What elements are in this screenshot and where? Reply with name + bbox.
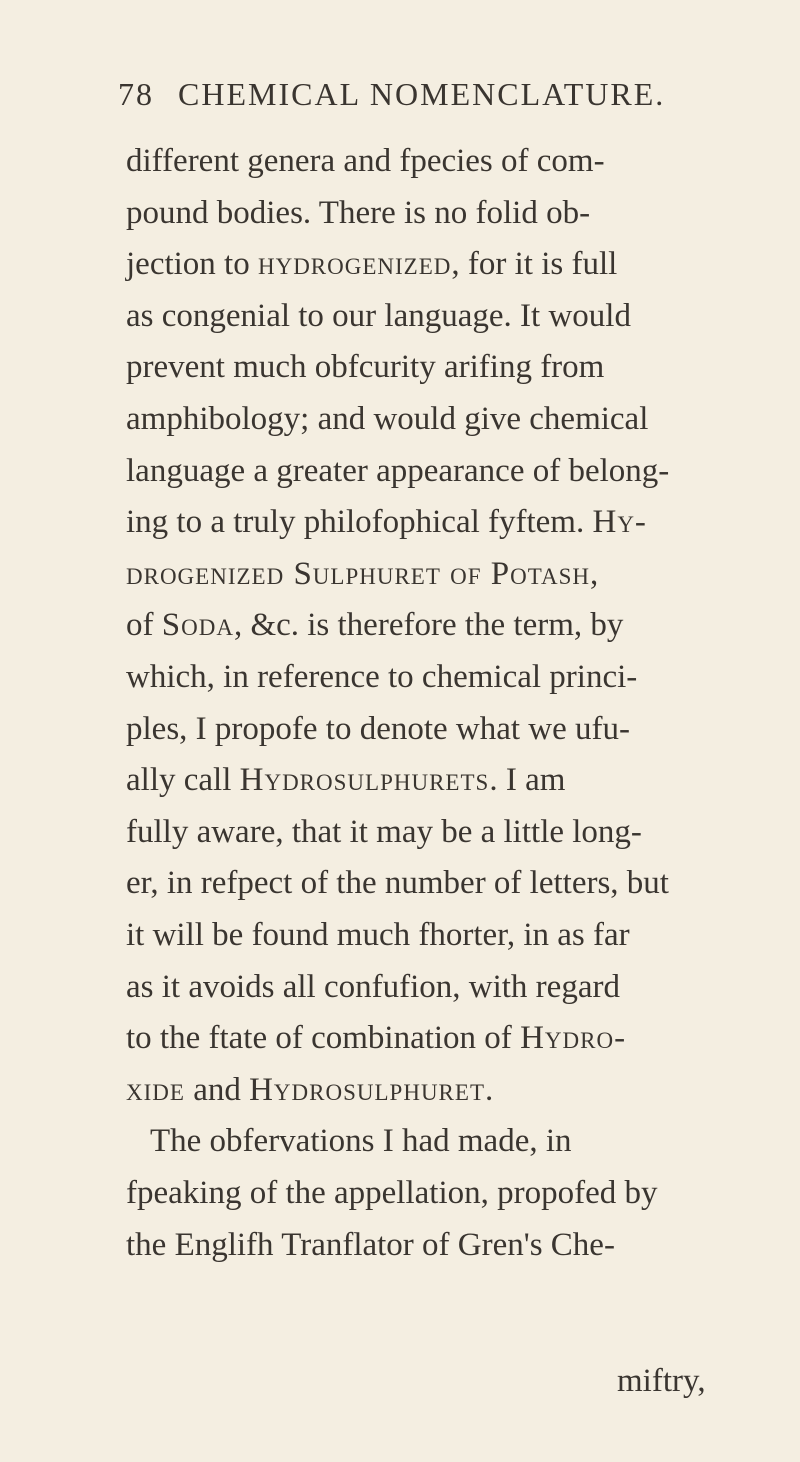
- text-segment: . I am: [489, 762, 566, 799]
- text-line: [126, 452, 670, 489]
- text-segment: .: [485, 1071, 494, 1108]
- text-line: [126, 194, 591, 231]
- text-segment: which, in reference to chemical princi-: [126, 659, 638, 695]
- text-segment: The obfervations I had made, in: [150, 1123, 572, 1160]
- text-segment: , for it is full: [451, 246, 618, 283]
- text-segment: ally call: [126, 762, 240, 799]
- catchword: miftry,: [617, 1363, 706, 1399]
- text-segment: prevent much obfcurity arifing from: [126, 349, 605, 386]
- text-line: [126, 867, 669, 900]
- text-segment: to the ftate of combination of: [126, 1020, 521, 1057]
- text-line: [126, 968, 620, 1005]
- text-segment: and: [184, 1071, 250, 1108]
- small-caps-term: Soda: [161, 607, 234, 644]
- text-line: [126, 506, 647, 539]
- text-segment: of: [126, 607, 162, 644]
- text-line: [126, 661, 637, 694]
- text-line: [126, 145, 605, 178]
- text-segment: ples, I propofe to denote what we ufu-: [126, 710, 631, 747]
- text-line: [126, 1071, 494, 1108]
- page-number: 78: [118, 76, 154, 112]
- text-line: [126, 764, 565, 797]
- text-segment: er, in refpect of the number of letters, but: [126, 865, 669, 902]
- text-line: [126, 403, 648, 436]
- text-segment: , &c. is therefore the term, by: [233, 607, 624, 644]
- text-segment: different genera and fpecies of com-: [126, 143, 605, 179]
- text-segment: as congenial to our language. It would: [126, 297, 631, 334]
- text-line: [126, 555, 599, 592]
- text-segment: amphibology; and would give chemical: [126, 401, 649, 437]
- text-line: [126, 1226, 615, 1263]
- page-header: [118, 76, 665, 113]
- text-segment: fpeaking of the appellation, propofed by: [126, 1175, 658, 1211]
- text-line: [126, 297, 631, 334]
- text-line: [126, 351, 604, 384]
- small-caps-term: xide: [126, 1071, 185, 1108]
- text-segment: ing to a truly philofophical fyftem.: [126, 504, 593, 541]
- running-title: CHEMICAL NOMENCLATURE.: [178, 76, 666, 112]
- text-segment: fully aware, that it may be a little long-: [126, 813, 642, 850]
- text-segment: pound bodies. There is no folid ob-: [126, 194, 591, 231]
- text-segment: the Englifh Tranflator of Gren's Che-: [126, 1226, 615, 1263]
- text-line: [126, 1177, 658, 1210]
- text-segment: language a greater appearance of belong-: [126, 452, 670, 489]
- text-line: [150, 1125, 572, 1158]
- small-caps-term: drogenized Sulphuret of Potash: [126, 555, 590, 592]
- small-caps-term: hydrogenized: [257, 246, 452, 283]
- text-line: [126, 609, 623, 642]
- text-segment: jection to: [126, 246, 258, 283]
- text-segment: ,: [590, 555, 599, 592]
- small-caps-term: Hydrosulphurets: [239, 762, 490, 799]
- text-line: [126, 248, 617, 281]
- text-line: [126, 919, 630, 952]
- text-line: [126, 813, 642, 850]
- small-caps-term: Hy-: [592, 504, 647, 541]
- text-line: [126, 710, 631, 747]
- small-caps-term: Hydro-: [520, 1020, 627, 1057]
- text-segment: as it avoids all confufion, with regard: [126, 968, 620, 1005]
- small-caps-term: Hydrosulphuret: [249, 1071, 485, 1108]
- text-segment: it will be found much fhorter, in as far: [126, 917, 630, 953]
- text-line: [126, 1022, 626, 1055]
